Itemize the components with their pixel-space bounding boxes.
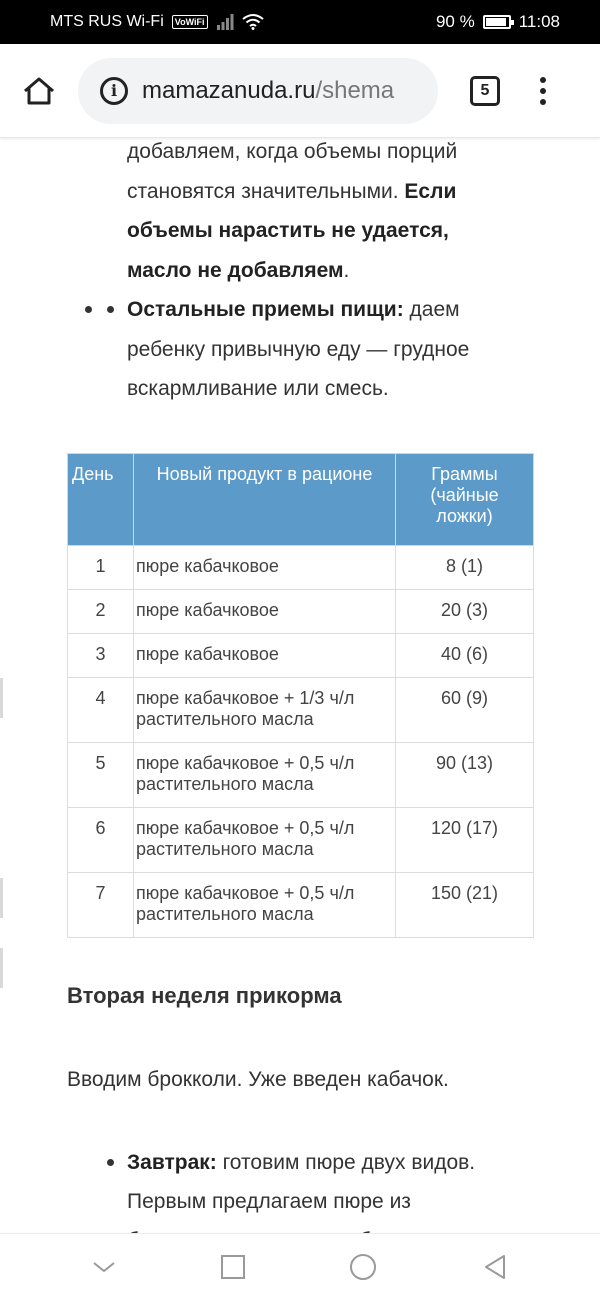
table-cell-grams: 60 (9) — [396, 678, 534, 743]
table-row — [68, 873, 534, 938]
table-cell-product: пюре кабачковое — [134, 590, 396, 634]
table-cell-product: пюре кабачковое + 0,5 ч/л растительного масла — [134, 873, 396, 938]
table-cell-day: 2 — [68, 590, 134, 634]
info-icon[interactable]: i — [100, 77, 128, 105]
carrier-label: MTS RUS Wi-Fi — [50, 13, 164, 30]
table-cell-day: 1 — [68, 546, 134, 590]
table-cell-day: 3 — [68, 634, 134, 678]
battery-percent: 90 % — [435, 12, 475, 31]
home-button[interactable] — [0, 44, 78, 138]
table-cell-day: 7 — [68, 873, 134, 938]
table-cell-product: пюре кабачковое — [134, 634, 396, 678]
table-header-row — [68, 454, 534, 546]
table-row — [68, 743, 534, 808]
nav-hide-chevron-icon[interactable] — [91, 1259, 117, 1275]
menu-dot-icon — [540, 88, 546, 94]
section-heading: Вторая неделя прикорма — [67, 983, 342, 1008]
signal-icon — [216, 14, 234, 30]
text-line: добавляем, когда объемы порций — [127, 140, 458, 163]
bold-text: Остальные приемы пищи: — [127, 298, 404, 321]
url-bar[interactable] — [78, 58, 438, 124]
nav-back-icon[interactable] — [481, 1253, 509, 1281]
scroll-edge — [0, 878, 3, 918]
status-right — [436, 12, 560, 32]
table-cell-day: 4 — [68, 678, 134, 743]
bold-text: объемы нарастить не удается, — [127, 219, 449, 242]
vowifi-badge: VoWiFi — [172, 15, 208, 29]
text-line: вскармливание или смесь. — [127, 377, 389, 400]
text-span: . — [343, 258, 350, 282]
bold-text: масло не добавляем — [127, 258, 344, 282]
system-nav-bar — [0, 1233, 600, 1299]
nav-recents-icon[interactable] — [220, 1254, 246, 1280]
browser-toolbar — [0, 44, 600, 138]
scroll-edge — [0, 948, 3, 988]
table-cell-day: 5 — [68, 743, 134, 808]
table-cell-day: 6 — [68, 808, 134, 873]
overflow-menu-button[interactable] — [538, 77, 548, 105]
bold-text: Завтрак: — [127, 1151, 217, 1174]
menu-dot-icon — [540, 99, 546, 105]
nav-home-icon[interactable] — [348, 1252, 378, 1282]
feeding-table — [67, 453, 534, 938]
table-row — [68, 634, 534, 678]
table-cell-grams: 120 (17) — [396, 808, 534, 873]
text-line — [127, 1143, 547, 1182]
status-bar — [0, 0, 600, 44]
text-span: становятся значительными. — [127, 179, 405, 203]
table-cell-grams: 90 (13) — [396, 743, 534, 808]
tab-switcher-button[interactable]: 5 — [470, 76, 500, 106]
table-cell-grams: 40 (6) — [396, 634, 534, 678]
battery-fill — [486, 18, 506, 26]
text-line: Первым предлагаем пюре из — [127, 1190, 411, 1213]
table-cell-product: пюре кабачковое + 1/3 ч/л растительного масла — [134, 678, 396, 743]
table-row — [68, 808, 534, 873]
table-row — [68, 678, 534, 743]
text-line — [127, 290, 524, 330]
table-cell-grams: 150 (21) — [396, 873, 534, 938]
clock: 11:08 — [518, 12, 560, 31]
table-row — [68, 546, 534, 590]
table-header-grams: Граммы (чайные ложки) — [396, 454, 534, 546]
bold-text: Если — [404, 179, 457, 203]
text-span: готовим пюре двух видов. — [216, 1151, 476, 1174]
list-item-continuation — [104, 132, 524, 290]
page-content — [0, 138, 600, 1233]
status-left — [50, 13, 264, 31]
home-icon — [22, 76, 56, 106]
bullet-dot — [107, 1159, 114, 1166]
table-cell-grams: 8 (1) — [396, 546, 534, 590]
menu-dot-icon — [540, 77, 546, 83]
table-cell-grams: 20 (3) — [396, 590, 534, 634]
url-path: /shema — [315, 76, 395, 104]
text-line — [127, 251, 524, 291]
table-header-product: Новый продукт в рационе — [134, 454, 396, 546]
url-text — [142, 77, 394, 105]
table-header-day: День — [68, 454, 134, 546]
section-intro: Вводим брокколи. Уже введен кабачок. — [67, 1068, 449, 1091]
list-item — [104, 290, 524, 409]
text-line: ребенку привычную еду — грудное — [127, 337, 470, 361]
scroll-edge — [0, 678, 3, 718]
wifi-icon — [242, 14, 264, 30]
table-cell-product: пюре кабачковое — [134, 546, 396, 590]
text-line — [127, 211, 524, 251]
table-cell-product: пюре кабачковое + 0,5 ч/л растительного масла — [134, 808, 396, 873]
bullet-dot — [107, 306, 114, 313]
url-domain: mamazanuda.ru — [142, 76, 316, 104]
battery-icon — [483, 15, 511, 29]
bullet-list — [104, 138, 524, 409]
text-line — [127, 172, 524, 212]
table-cell-product: пюре кабачковое + 0,5 ч/л растительного масла — [134, 743, 396, 808]
table-row — [68, 590, 534, 634]
text-span: даем — [403, 298, 460, 321]
